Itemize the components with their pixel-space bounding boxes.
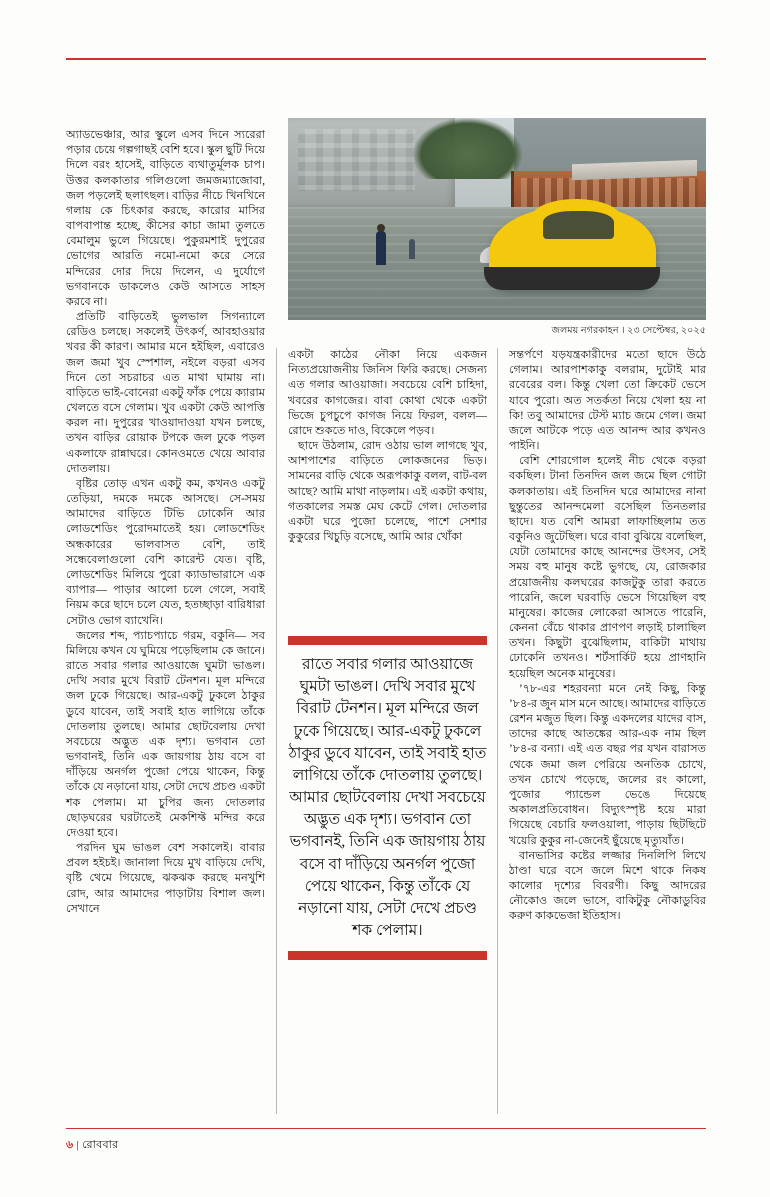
folio-number: ৬ (66, 1139, 74, 1151)
paragraph: পরদিন ঘুম ভাঙল বেশ সকালেই। বাবার প্রবল হইচই। জানালা দিয়ে মুখ বাড়িয়ে দেখি, বৃষ্টি থেমে গিয়েছে, ঝকঝক করছে মনখুশি রোদ, আর আমাদের পাড়াটায় বিশাল জল। সেখানে (66, 842, 265, 915)
paragraph: অ্যাডভেঞ্চার, আর স্কুলে এসব দিনে স্যরেরা পড়ার চেয়ে গল্পগাছই বেশি হবে। স্কুল ছুটি দিয়ে দিলে বরং হাসেই, বাড়িতে ব্যথাতুর্মূলক চাপ। উত্তর কলকাতার গলিগুলো জমজম্যাজোবা, জল পড়লেই ছলাৎছল। বাড়ির নীচে খিনখিনে গলায় কে চিৎকার করছে, কারোর মাসির বাপবাপান্ত হচ্ছে, কীসের কাচা জামা তুলতে বেমালুম ভুলে গিয়েছে। পুকুরমশাই দুপুরের ভোগের আরতি নমো-নমো করে সেরে মন্দিরের দোর দিয়ে দিলেন, এ দুর্যোগে ভগবানকে ডাকলেও কেউ আসতে সাহস করবে না। (66, 129, 265, 308)
paragraph: বেশি শোরগোল হলেই নীচ থেকে বড়রা বকছিল। টানা তিনদিন জল জমে ছিল গোটা কলকাতায়। এই তিনদিন ঘরে আমাদের নানা ছুন্তুতের আনন্দমেলা বসেছিল তিনতলার ছাদে। যত বেশি আমরা লাফাচ্ছিলাম তত বকুনিও জুটেছিল। ঘরে বাবা বুঝিয়ে বলেছিল, যেটা তোমাদের কাছে আনন্দের উৎসব, সেই সময় বহু মানুষ কষ্টে ভুগছে, যে, রোজকার প্রয়োজনীয় কলঘরের কাজটুকু তারা করতে পারেনি, জলে ঘরবাড়ি ভেসে গিয়েছিল বহু মানুষের। কাজের লোকেরা আসতে পারেনি, কেননা বেঁচে থাকার প্রাণপণ লড়াই চালাছিল তখন। কিছুটা বুঝেছিলাম, বাকিটা মাথায় ঢোকেনি তখনও। শর্টসার্কিট হয়ে প্রাণহানি হয়েছিল অনেক মানুষের। (509, 455, 706, 680)
paragraph: বানভাসির কষ্টের লজ্জার দিনলিপি লিখে ঠাণ্ডা ঘরে বসে জলে মিশে থাকে নিকষ কালোর দৃশ্যের বিবরণী। কিছু আদরের নৌকোও জলে ভাসে, বাকিটুকু নৌকাডুবির করুণ কাকভেজা ইতিহাস। (509, 849, 706, 923)
paragraph: ছাদে উঠলাম, রোদ ওঠায় ভাল লাগছে খুব, আশপাশের বাড়িতে লোকজনের ভিড়। সামনের বাড়ি থেকে অরূপকাকু বলল, বাট-বল আছে? আমি মাথা নাড়লাম। এই একটা কথায়, গতকালের সমস্ত মেঘ কেটে গেল। দোতলার একটা ঘরে পুজো চলেছে, পাশে সেশার কুকুরের খিচুড়ি বসেছে, আমি আর খোঁকা (288, 440, 487, 544)
paragraph: একটা কাঠের নৌকা নিয়ে একজন নিত্যপ্রয়োজনীয় জিনিস ফিরি করছে। সেজন্য এত গলার আওয়াজা। সবচেয়ে বেশি চাহিদা, খবরের কাগজের। বাবা কোথা থেকে একটা ভিজে চুপচুপে কাগজ নিয়ে ফিরল, বলল— রোদে শুকতে দাও, বিকেলে পড়ব। (288, 349, 487, 437)
column-divider-2 (497, 348, 498, 1114)
taxi-window (543, 211, 614, 239)
pull-quote-top-bar (288, 636, 487, 645)
column-divider-1 (276, 348, 277, 1114)
wading-person (376, 231, 386, 265)
folio-separator: | (76, 1139, 83, 1151)
top-accent-rule (66, 58, 706, 60)
paragraph: সন্তর্পণে যড়যন্ত্রকারীদের মতো ছাদে উঠে গেলাম। আরপাশকাকু বলরাম, দুটোই মার রবেরের বল। কিন্তু খেলা তো ক্রিকেট ভেসে যাবে পুরো। অত সতর্কতা নিয়ে খেলা হয় না কি! তবু আমাদের টেস্ট ম্যাচ জমে গেল। জমা জলে আটকে পড়ে এত আনন্দ আর কখনও পাইনি। (509, 349, 706, 453)
wading-person-2 (409, 239, 415, 259)
pull-quote-text: রাতে সবার গলার আওয়াজে ঘুমটা ভাঙল। দেখি সবার মুখে বিরাট টেনশন। মূল মন্দিরে জল ঢুকে গিয়েছে। আর-একটু ঢুকলে ঠাকুর ডুবে যাবেন, তাই সবাই হাত লাগিয়ে তাঁকে দোতলায় তুলছে। আমার ছোটবেলায় দেখা সবচেয়ে অদ্ভুত এক দৃশ্য। ভগবান তো ভগবানই, তিনি এক জায়গায় ঠায় বসে বা দাঁড়িয়ে অনর্গল পুজো পেয়ে থাকেন, কিন্তু তাঁকে যে নড়ানো যায়, সেটা দেখে প্রচণ্ড শক পেলাম। (288, 656, 487, 940)
photo-caption: জলময় নগরকাহন । ২৩ সেপ্টেম্বর, ২০২৫ (551, 326, 706, 336)
tree-foliage (413, 118, 522, 179)
taxi-lower-body (484, 267, 660, 289)
article-column-3 (509, 348, 706, 925)
pull-quote (288, 636, 487, 960)
article-column-1 (66, 128, 265, 917)
flood-photo (288, 118, 706, 320)
footer-accent-rule (66, 1128, 706, 1129)
paragraph: বৃষ্টির তোড় এখন একটু কম, কখনও একটু তেড়িয়া, দমকে দমকে আসছে। সে-সময় আমাদের বাড়িতে টিভি ঢোকেনি আর লোডশেডিং পুরোদমাতেই হয়। লোডশেডিং অন্ধকারের ভালবাসত বেশি, তাই সন্ধেবেলাগুলো বেশি কারেন্ট যেত। বৃষ্টি, লোডশেডিং মিলিয়ে পুরো ক্যাডাভারাসে এক ব্যাপার— পাড়ার আলো চলে গেলে, সবাই নিয়ম করে ছাদে চলে যেত, হতচ্ছাড়া বারিধারা সেটাও ভোগ ব্যাখেনি। (66, 477, 265, 627)
pull-quote-bottom-bar (288, 951, 487, 960)
photo-illustration (288, 118, 706, 320)
folio-label: রোববার (82, 1139, 119, 1151)
paragraph: প্রতিটি বাড়িতেই ভুলভাল সিগন্যালে রেডিও চলছে। সকলেই উৎকর্ণ, আবহাওয়ার খবর কী কারণ। আমার মনে হইছিল, এবারেও জল জমা খুব স্পেশাল, নইলে বড়রা এসব দিনে তো সচরাচর এত মাথা ঘামায় না। বাড়িতে ভাই-বোনেরা একটু ফাঁক পেয়ে ক্যারাম খেলতে বসে গেলাম। খুব একটা কেউ আপত্তি করল না। দুপুরের খাওয়াদাওয়া যখন চলছে, তখন বাড়ির রোয়াক টপকে জল ঢুকে পড়ল একলাফে রান্নাঘরে। কোনওমতে খেয়ে আবার দোতলায়। (66, 311, 265, 475)
paragraph: ’৭৮-এর শহরবন্যা মনে নেই কিছু, কিন্তু ’৮৪-র জুন মাস মনে আছে। আমাদের বাড়িতে রেশন মজুত ছিল। কিন্তু একদলের যাদের বাস, তাদের কাছে আতঙ্কের আর-এক নাম ছিল ’৮৪-র বন্যা। এই এত বছর পর যখন বারাসত থেকে জমা জল পেরিয়ে অনতিক চোখে, তখন চোখে পড়েছে, জলের রং কালো, পুজোর প্যান্ডেল ভেঙে দিয়েছে অকালপ্রতিবোধন। বিদ্যুৎস্পৃষ্ট হয়ে মারা গিয়েছে বেচারি ফলওয়ালা, পাড়ায় ছিটছিটে খয়েরি কুকুর না-জেনেই ছুঁয়েছে মৃত্যুযাঁত। (509, 682, 706, 847)
page-folio (66, 1136, 118, 1155)
article-column-2 (288, 348, 487, 618)
paragraph: জলের শব্দ, প্যাচপ্যাচে গরম, বকুনি— সব মিলিয়ে কখন যে ঘুমিয়ে পড়েছিলাম কে জানে। রাতে সবার গলার আওয়াজে ঘুমটা ভাঙল। দেখি সবার মুখে বিরাট টেনশন। মূল মন্দিরে জল ঢুকে গিয়েছে। আর-একটু ঢুকলে ঠাকুর ডুবে যাবেন, তাই সবাই হাত লাগিয়ে তাঁকে দোতলায় তুলছে। আমার ছোটবেলায় দেখা সবচেয়ে অদ্ভুত এক দৃশ্য। ভগবান তো ভগবানই, তিনি এক জায়গায় ঠায় বসে বা দাঁড়িয়ে অনর্গল পুজো পেয়ে থাকেন, কিন্তু তাঁকে যে নড়ানো যায়, সেটা দেখে প্রচণ্ড একটা শক পেলাম। মা চুপির জন্য দোতলার ছোড়ঘরের ঘরটাতেই মেকশিফ্ট মন্দির করে দেওয়া হবে। (66, 629, 266, 839)
